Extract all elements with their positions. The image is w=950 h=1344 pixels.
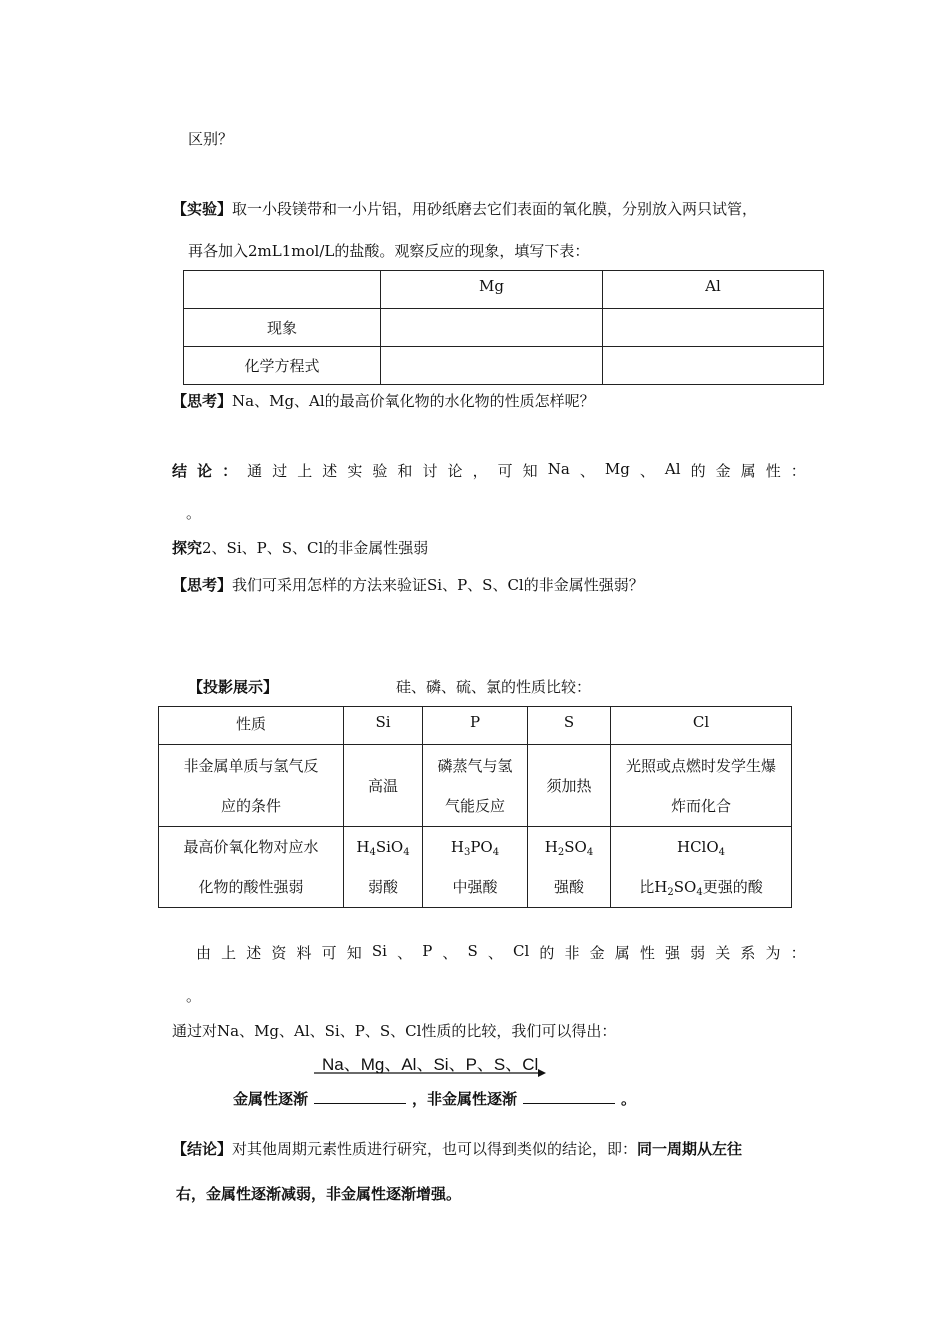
conclusion2-word: 料 [296,944,312,962]
table2-row1-p-a: 磷蒸气与氢 [437,756,513,775]
conclusion2-word: 强 [665,944,681,962]
conclusion1-word: 知 [522,462,538,480]
conclusion1-word: Mg [604,460,630,478]
conclusion1-end: 。 [186,504,202,522]
formula-h3po4: $H_3PO_4$ [450,838,500,858]
table2-row1-s: 须加热 [528,745,611,827]
table2-row1-cl-b: 炸而化合 [670,796,731,815]
final-text: 对其他周期元素性质进行研究，也可以得到类似的结论，即： [232,1140,638,1158]
acid-strength-s: 强酸 [553,878,584,896]
projection-title: 硅、磷、硫、氯的性质比较： [396,678,592,696]
trend-line [233,1088,636,1109]
nonmetal-trend-blank[interactable] [523,1089,615,1104]
conclusion2-word: 、 [442,944,458,962]
conclusion2-word: 性 [639,944,655,962]
table2-row1-label [159,745,344,827]
conclusion2-word: 、 [487,944,503,962]
compare-line: 通过对Na、Mg、Al、Si、P、S、Cl性质的比较，我们可以得出： [172,1022,617,1040]
table2-row2-cl [611,827,792,908]
conclusion1-word: ： [222,462,238,480]
trend-metal-label: 金属性逐渐 [233,1090,309,1108]
table2-row2-label-b: 化物的酸性强弱 [198,878,304,896]
conclusion2-word: Si [371,942,387,960]
conclusion2-line [196,942,806,963]
experiment-line2: 再各加入2mL1mol/L的盐酸。观察反应的现象，填写下表： [188,242,590,260]
conclusion1-line [172,460,806,481]
table2-row2-label [159,827,344,908]
acid-strength-p: 中强酸 [452,878,498,896]
table1-header-mg: Mg [381,271,603,309]
table1-cell-mg-phenomenon[interactable] [381,309,603,347]
conclusion2-word: 的 [539,944,555,962]
conclusion2-word: 资 [271,944,287,962]
conclusion2-word: 关 [715,944,731,962]
table2-header-s: S [528,707,611,745]
explore2 [172,537,428,558]
think2 [172,574,644,595]
table2-header-p: P [423,707,528,745]
conclusion1-word: 、 [639,462,655,480]
table2-row1-p-b: 气能反应 [444,796,505,815]
conclusion1-word: ， [472,462,488,480]
conclusion1-word: 可 [497,462,513,480]
conclusion1-word: 过 [272,462,288,480]
si-p-s-cl-table [158,706,792,908]
table1-cell-mg-equation[interactable] [381,347,603,385]
conclusion1-word: 的 [690,462,706,480]
table1-corner [184,271,381,309]
table2-header-property: 性质 [159,707,344,745]
conclusion2-word: 可 [321,944,337,962]
think2-tag: 【思考】 [172,576,233,594]
conclusion1-word: 论 [447,462,463,480]
trend-nonmetal-label: ，非金属性逐渐 [412,1090,518,1108]
conclusion2-end: 。 [186,987,202,1005]
explore2-text: 2、Si、P、S、Cl的非金属性强弱 [202,539,429,557]
conclusion1-word: 金 [715,462,731,480]
table2-row1-cl-a: 光照或点燃时发学生爆 [625,756,776,775]
experiment-line1 [172,198,757,219]
table2-row2-s [528,827,611,908]
table2-row2-p [423,827,528,908]
conclusion1-word: 通 [247,462,263,480]
explore2-tag: 探究 [172,539,203,557]
final-bold1: 同一周期从左往 [637,1140,743,1158]
final-conclusion-line2: 右，金属性逐渐减弱，非金属性逐渐增强。 [176,1185,462,1203]
table1-row-equation: 化学方程式 [184,347,381,385]
conclusion1-word: Na [547,460,570,478]
conclusion1-word: ： [790,462,806,480]
conclusion1-word: 和 [397,462,413,480]
conclusion2-word: 述 [246,944,262,962]
think1-tag: 【思考】 [172,392,233,410]
experiment-tag: 【实验】 [172,200,233,218]
table2-header-cl: Cl [611,707,792,745]
think1 [172,390,595,411]
conclusion1-word: 属 [740,462,756,480]
projection-tag: 【投影展示】 [188,678,279,696]
final-tag: 【结论】 [172,1140,233,1158]
conclusion1-word: 结 [172,462,188,480]
formula-h2so4: $H_2SO_4$ [544,838,594,858]
conclusion1-word: 上 [297,462,313,480]
conclusion1-word: 性 [765,462,781,480]
table1-row-phenomenon: 现象 [184,309,381,347]
conclusion2-word: S [467,942,478,960]
conclusion1-word: 论 [197,462,213,480]
conclusion2-word: 弱 [690,944,706,962]
conclusion1-word: 、 [579,462,595,480]
table2-row1-p [423,745,528,827]
conclusion2-word: 由 [196,944,212,962]
table2-row2-si [344,827,423,908]
conclusion2-word: P [422,942,433,960]
acid-strength-cl: 比$H_2SO_4$更强的酸 [639,878,763,898]
conclusion1-word: Al [664,460,681,478]
trend-end: 。 [621,1090,637,1108]
table1-cell-al-phenomenon[interactable] [603,309,824,347]
conclusion1-word: 讨 [422,462,438,480]
conclusion2-word: 、 [397,944,413,962]
table2-row1-label-b: 应的条件 [220,796,281,815]
conclusion2-word: 系 [740,944,756,962]
table2-row1-cl [611,745,792,827]
think1-text: Na、Mg、Al的最高价氧化物的水化物的性质怎样呢？ [232,392,595,410]
table2-header-si: Si [344,707,423,745]
conclusion1-word: 验 [372,462,388,480]
table2-row2-label-a: 最高价氧化物对应水 [183,838,319,856]
conclusion2-word: ： [790,944,806,962]
table1-cell-al-equation[interactable] [603,347,824,385]
conclusion2-word: 金 [589,944,605,962]
conclusion2-word: 知 [346,944,362,962]
mg-al-table [183,270,824,385]
table2-row1-label-a: 非金属单质与氢气反 [183,756,319,775]
formula-hclo4: HClO$_4$ [676,838,726,858]
conclusion2-word: Cl [513,942,530,960]
conclusion2-word: 非 [564,944,580,962]
think2-text: 我们可采用怎样的方法来验证Si、P、S、Cl的非金属性强弱？ [232,576,644,594]
table1-header-al: Al [603,271,824,309]
table2-row1-si: 高温 [344,745,423,827]
conclusion1-word: 实 [347,462,363,480]
conclusion2-word: 为 [765,944,781,962]
conclusion2-word: 属 [614,944,630,962]
sequence-arrow-icon [314,1068,546,1078]
experiment-text1: 取一小段镁带和一小片铝，用砂纸磨去它们表面的氧化膜，分别放入两只试管， [232,200,758,218]
intro-tail: 区别？ [188,130,234,148]
final-conclusion-line1 [172,1138,742,1159]
conclusion2-word: 上 [221,944,237,962]
metal-trend-blank[interactable] [314,1089,406,1104]
element-sequence: Na、Mg、Al、Si、P、S、Cl [322,1055,539,1074]
acid-strength-si: 弱酸 [367,878,398,896]
formula-h4sio4: $H_4SiO_4$ [356,838,410,858]
conclusion1-word: 述 [322,462,338,480]
